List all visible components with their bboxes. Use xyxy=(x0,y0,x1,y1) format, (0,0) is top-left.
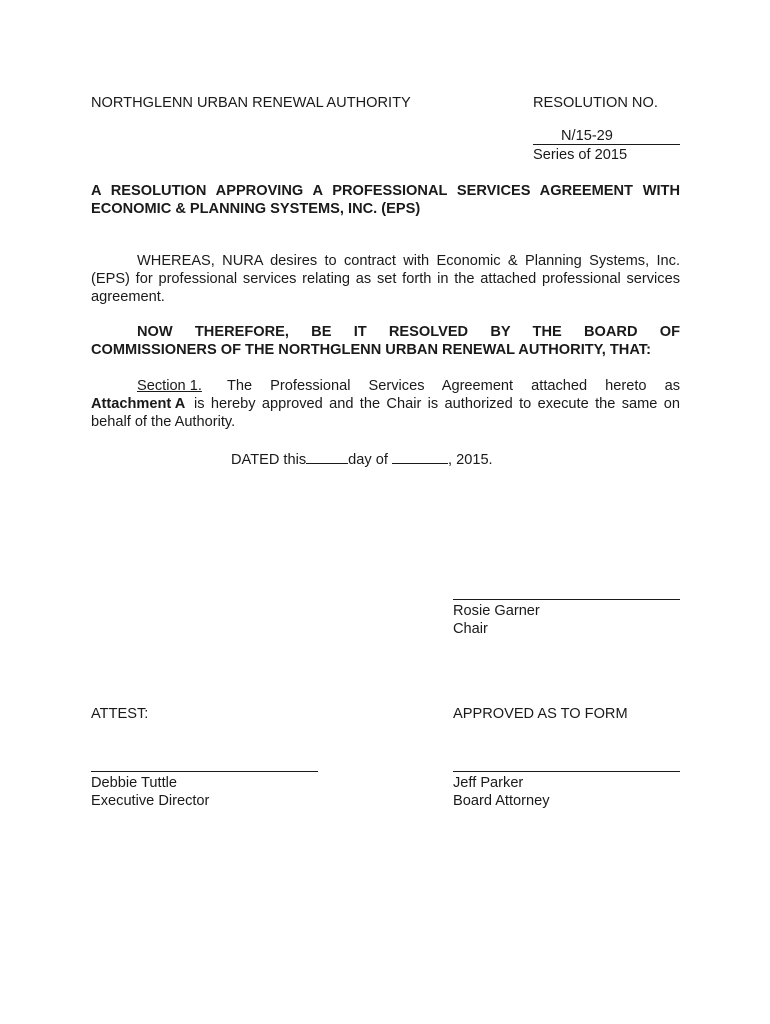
whereas-line-1: WHEREAS, NURA desires to contract with Economic & Planning Systems, Inc. xyxy=(137,253,680,269)
resolved-line-1: NOW THEREFORE, BE IT RESOLVED BY THE BOARD OF xyxy=(137,324,680,340)
title-line-2: ECONOMIC & PLANNING SYSTEMS, INC. (EPS) xyxy=(91,201,421,217)
resolution-number-text: N/15-29 xyxy=(561,128,613,144)
series-label: Series of 2015 xyxy=(533,147,628,163)
dated-prefix: DATED this xyxy=(231,452,307,468)
director-name: Debbie Tuttle xyxy=(91,775,177,791)
resolved-line-2: COMMISSIONERS OF THE NORTHGLENN URBAN RENEWAL AUTHORITY, THAT: xyxy=(91,342,651,358)
attest-label: ATTEST: xyxy=(91,706,149,722)
dated-middle: day of xyxy=(348,452,388,468)
section-1-label: Section 1. xyxy=(137,378,202,394)
dated-suffix: , 2015. xyxy=(447,452,493,468)
attorney-signature-line xyxy=(453,771,680,772)
authority-name: NORTHGLENN URBAN RENEWAL AUTHORITY xyxy=(91,95,411,111)
chair-signature-line xyxy=(453,599,680,600)
day-blank xyxy=(306,449,348,464)
attorney-name: Jeff Parker xyxy=(453,775,524,791)
approved-as-to-form-label: APPROVED AS TO FORM xyxy=(453,706,628,722)
chair-name: Rosie Garner xyxy=(453,603,540,619)
whereas-line-3: agreement. xyxy=(91,289,165,305)
whereas-line-2: (EPS) for professional services relating as set forth in the attached professional services xyxy=(91,271,680,287)
attorney-title: Board Attorney xyxy=(453,793,550,809)
attachment-label: Attachment A xyxy=(91,396,186,412)
section-1-line-1: The Professional Services Agreement attached hereto as xyxy=(227,378,680,394)
resolution-label: RESOLUTION NO. xyxy=(533,95,658,111)
director-signature-line xyxy=(91,771,318,772)
section-1-line-3: behalf of the Authority. xyxy=(91,414,236,430)
dated-line xyxy=(231,449,493,469)
resolution-number xyxy=(533,127,680,145)
title-line-1: A RESOLUTION APPROVING A PROFESSIONAL SERVICES AGREEMENT WITH xyxy=(91,183,680,199)
month-blank xyxy=(392,449,448,464)
section-1-line-2: is hereby approved and the Chair is authorized to execute the same on xyxy=(194,396,680,412)
director-title: Executive Director xyxy=(91,793,210,809)
chair-title: Chair xyxy=(453,621,488,637)
